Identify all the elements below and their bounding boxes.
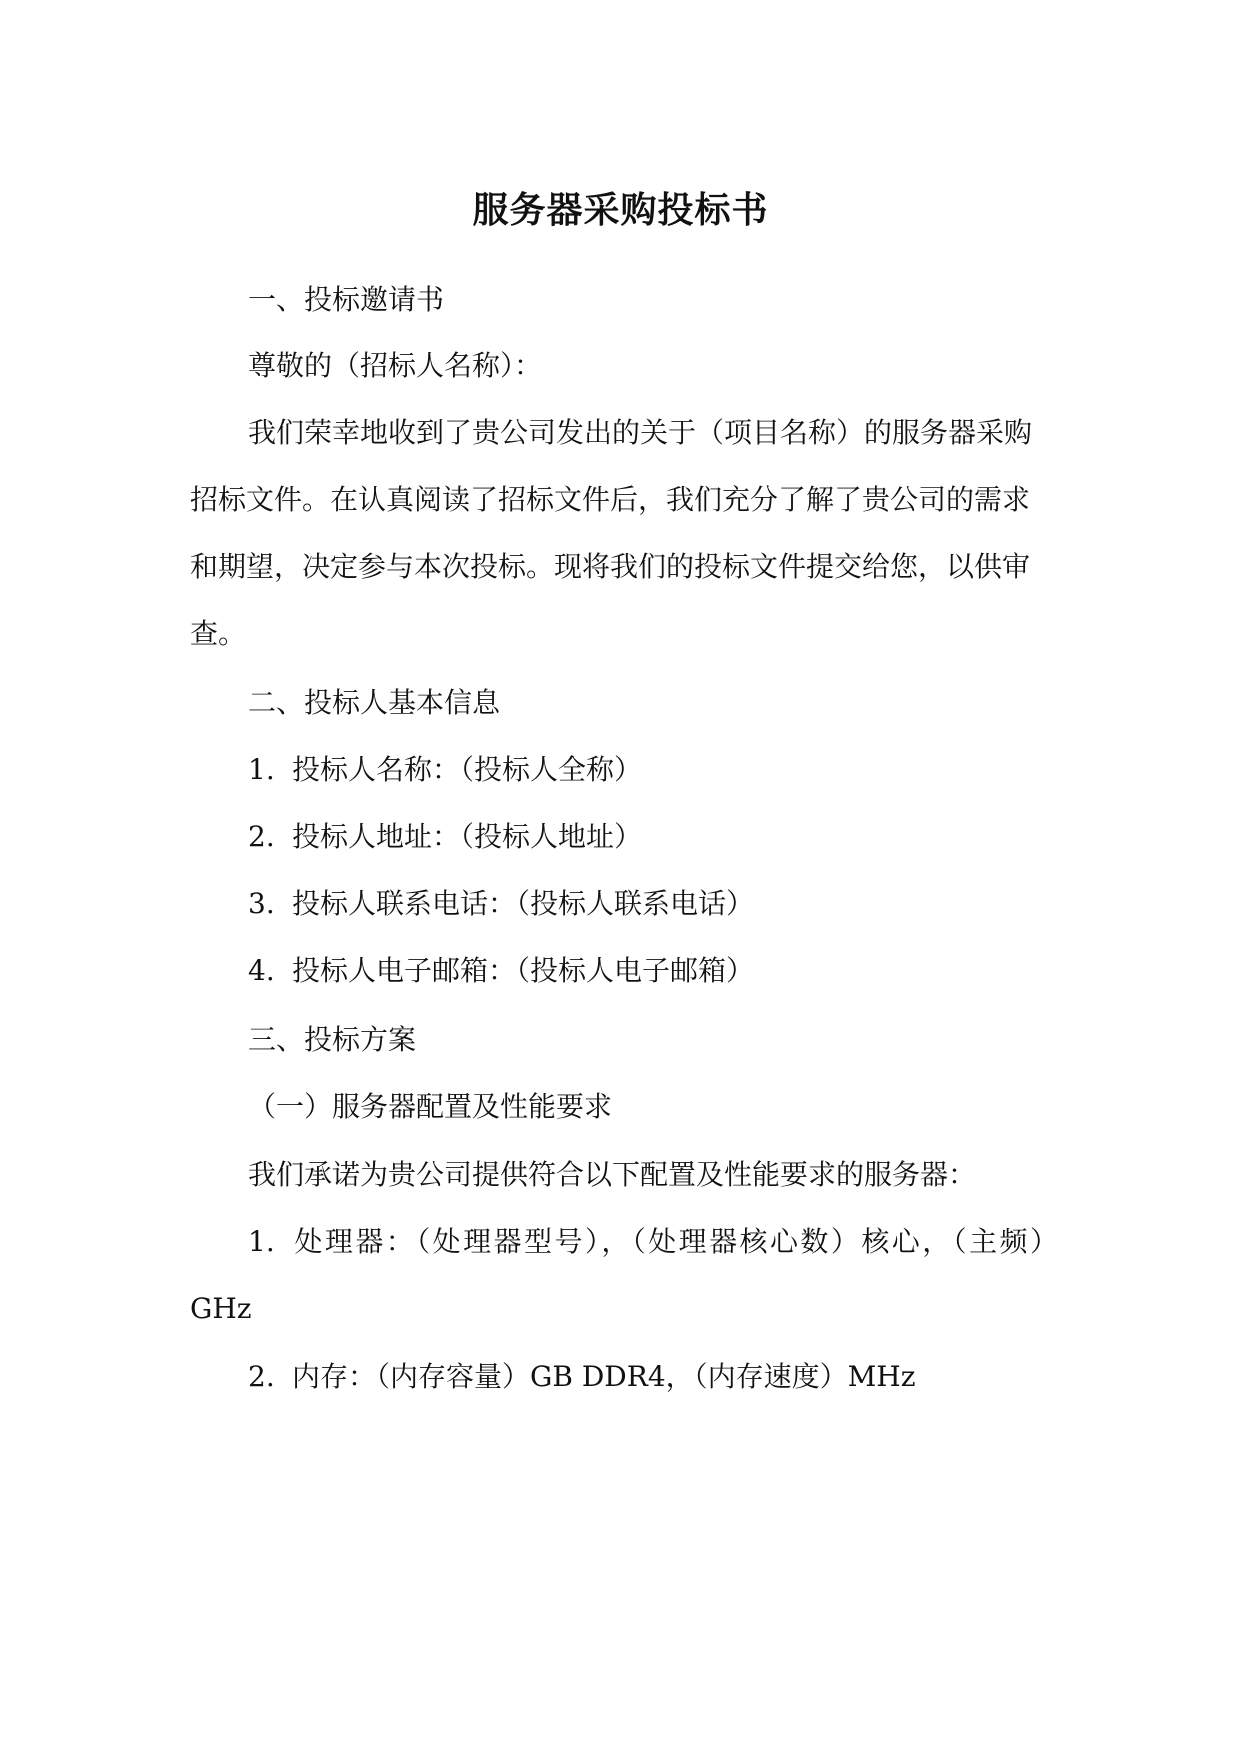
paragraph-line: 招标文件。在认真阅读了招标文件后，我们充分了解了贵公司的需求: [190, 483, 1031, 516]
list-item-text: 投标人名称：（投标人全称）: [292, 753, 643, 786]
list-item-number: 4.: [248, 954, 275, 987]
list-item: [248, 1222, 1058, 1262]
list-item-number: 2.: [248, 1360, 275, 1393]
section-heading-bidder-info: 二、投标人基本信息: [248, 686, 501, 719]
paragraph-line: 查。: [190, 617, 247, 650]
list-item-number: 1.: [248, 753, 275, 786]
paragraph-line: 我们荣幸地收到了贵公司发出的关于（项目名称）的服务器采购: [248, 416, 1033, 449]
list-item-text: 内存：（内存容量）GB DDR4，（内存速度）MHz: [292, 1360, 916, 1393]
list-item: [248, 817, 642, 857]
document-title: 服务器采购投标书: [472, 189, 769, 231]
salutation: 尊敬的（招标人名称）：: [248, 349, 543, 382]
list-item-continuation: GHz: [190, 1292, 252, 1325]
list-item-text: 投标人地址：（投标人地址）: [292, 820, 643, 853]
list-item-text: 处理器：（处理器型号），（处理器核心数）核心，（主频）: [292, 1225, 1058, 1258]
subsection-heading: （一）服务器配置及性能要求: [248, 1090, 613, 1123]
list-item: [248, 951, 754, 991]
list-item: [248, 750, 642, 790]
intro-paragraph: 我们承诺为贵公司提供符合以下配置及性能要求的服务器：: [248, 1158, 977, 1191]
paragraph-line: 和期望，决定参与本次投标。现将我们的投标文件提交给您，以供审: [190, 550, 1031, 583]
list-item-number: 2.: [248, 820, 275, 853]
list-item-text: 投标人电子邮箱：（投标人电子邮箱）: [292, 954, 755, 987]
list-item-number: 3.: [248, 887, 275, 920]
section-heading-bid-plan: 三、投标方案: [248, 1023, 417, 1056]
list-item-text: 投标人联系电话：（投标人联系电话）: [292, 887, 755, 920]
list-item: [248, 1357, 915, 1397]
section-heading-invitation: 一、投标邀请书: [248, 283, 445, 316]
list-item: [248, 884, 754, 924]
list-item-number: 1.: [248, 1225, 275, 1258]
